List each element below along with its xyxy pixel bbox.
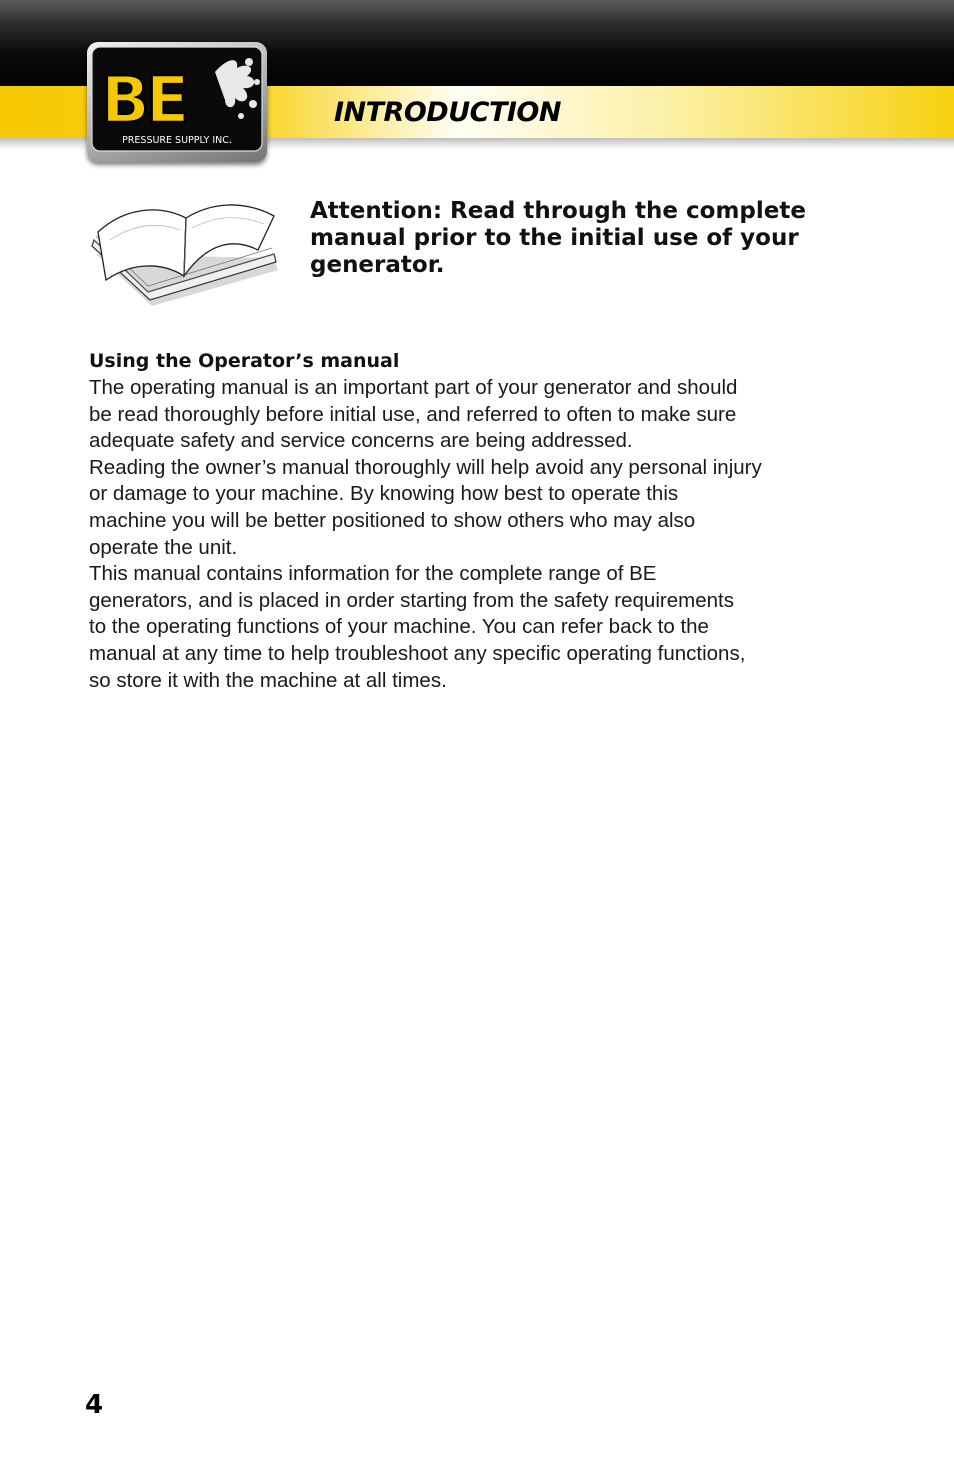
logo-graphic xyxy=(87,42,267,162)
paragraph: This manual contains information for the complete range of BE generators, and is placed in order starting from the safety requirements to the operating functions of your machine. You can refer back to the manual at any time to help troubleshoot any specific operating functions, so store it with the machine at all times. xyxy=(89,562,746,692)
section-title: INTRODUCTION xyxy=(334,97,561,128)
section-heading: Using the Operator’s manual xyxy=(89,350,400,372)
paragraph: The operating manual is an important part of your generator and should be read thoroughly before initial use, and referred to often to make sure adequate safety and service concerns are being addressed. xyxy=(89,376,738,453)
paragraph: Reading the owner’s manual thoroughly will help avoid any personal injury or damage to your machine. By knowing how best to operate this machine you will be better positioned to show others who may also operate the unit. xyxy=(89,455,762,559)
attention-notice: Attention: Read through the complete manual prior to the initial use of your generator. xyxy=(310,198,806,278)
page-number: 4 xyxy=(85,1390,104,1420)
logo-letters: BE xyxy=(101,64,186,138)
operator-manual-section xyxy=(89,348,879,694)
logo-company-name: PRESSURE SUPPLY INC. xyxy=(122,135,232,146)
open-book-icon xyxy=(88,196,283,312)
be-pressure-supply-logo xyxy=(87,42,267,162)
